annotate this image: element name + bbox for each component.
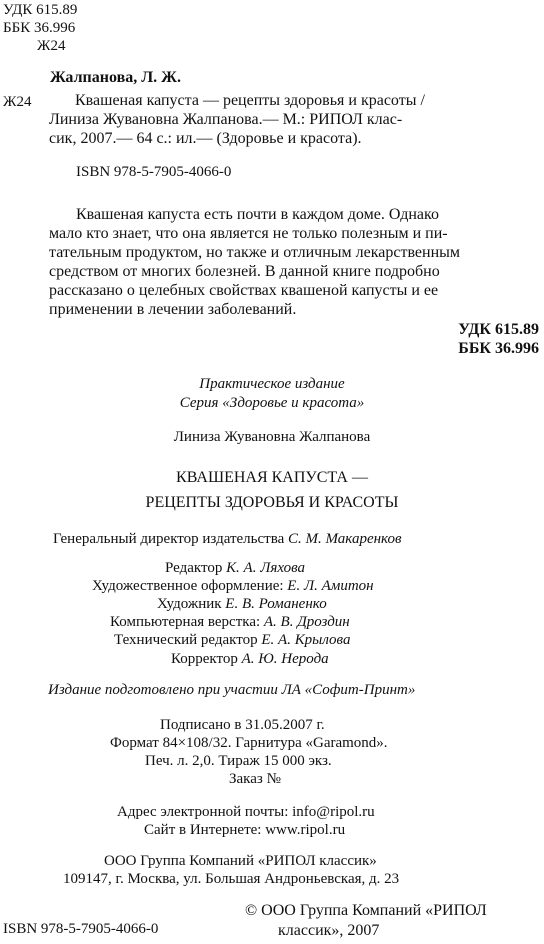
credit-role: Компьютерная верстка: (110, 614, 261, 630)
copyright-line2: классик», 2007 (278, 922, 380, 939)
general-director-label: Генеральный директор издательства (53, 531, 285, 547)
credit-layout (110, 613, 350, 631)
edition-type: Практическое издание (199, 376, 345, 392)
credit-name: Е. В. Романенко (225, 596, 327, 612)
credit-role: Корректор (171, 651, 238, 667)
print-order: Заказ № (229, 771, 281, 787)
email-line: Адрес электронной почты: info@ripol.ru (117, 804, 375, 820)
annotation-line: Квашеная капуста есть почти в каждом доме. Однако (76, 206, 439, 223)
udk-code-top: УДК 615.89 (3, 2, 78, 18)
annotation-bbk: ББК 36.996 (458, 340, 539, 357)
catalog-author: Жалпанова, Л. Ж. (50, 69, 181, 86)
annotation-line: рассказано о целебных свойствах квашеной капусты и ее (49, 282, 439, 299)
bbk-code-top: ББК 36.996 (3, 20, 76, 36)
annotation-line: тательным продуктом, но также и отличным лекарственным (49, 244, 461, 261)
author-full-name: Линиза Жувановна Жалпанова (173, 429, 371, 445)
footer-isbn: ISBN 978-5-7905-4066-0 (3, 921, 159, 937)
print-format: Формат 84×108/32. Гарнитура «Garamond». (110, 735, 388, 751)
credit-role: Технический редактор (114, 632, 258, 648)
credit-role: Художник (157, 596, 222, 612)
prepared-note: Издание подготовлено при участии ЛА «Софит-Принт» (48, 682, 416, 698)
credit-name: Е. Л. Амитон (287, 578, 374, 594)
credit-name: К. А. Ляхова (226, 560, 306, 576)
catalog-line: Квашеная капуста — рецепты здоровья и красоты / (75, 92, 425, 109)
credit-role: Художественное оформление: (92, 578, 284, 594)
print-signed: Подписано в 31.05.2007 г. (160, 717, 325, 733)
catalog-line: Линиза Жувановна Жалпанова.— М.: РИПОЛ клас- (49, 111, 403, 128)
credit-artist (157, 595, 327, 613)
copyright-line1: © ООО Группа Компаний «РИПОЛ (245, 902, 487, 919)
annotation-udk: УДК 615.89 (458, 321, 539, 338)
credit-art-design (92, 577, 374, 595)
catalog-isbn: ISBN 978-5-7905-4066-0 (76, 164, 232, 180)
book-title-line1: КВАШЕНАЯ КАПУСТА — (176, 469, 368, 486)
print-info (0, 716, 544, 788)
credit-name: А. Ю. Нерода (241, 651, 329, 667)
annotation-line: средством от многих болезней. В данной книге подробно (49, 263, 440, 280)
credit-proofreader (171, 650, 329, 668)
book-title-line2: РЕЦЕПТЫ ЗДОРОВЬЯ И КРАСОТЫ (145, 494, 399, 511)
credit-role: Редактор (165, 560, 223, 576)
annotation (49, 205, 539, 319)
catalog-mark: Ж24 (3, 94, 32, 110)
annotation-line: мало кто знает, что она является не только полезным и пи- (49, 225, 448, 242)
annotation-line: применении в лечении заболеваний. (49, 301, 297, 318)
author-mark-top: Ж24 (37, 38, 66, 54)
catalog-description (49, 91, 541, 148)
credit-name: А. В. Дроздин (263, 614, 350, 630)
publisher-address: 109147, г. Москва, ул. Большая Андроньевская, д. 23 (63, 871, 400, 887)
site-line: Сайт в Интернете: www.ripol.ru (144, 822, 346, 838)
credit-tech-editor (114, 631, 350, 649)
credit-editor (165, 559, 305, 577)
print-sheets: Печ. л. 2,0. Тираж 15 000 экз. (145, 753, 332, 769)
general-director-name: С. М. Макаренков (288, 531, 402, 547)
publisher-name: ООО Группа Компаний «РИПОЛ классик» (104, 853, 377, 869)
edition-series: Серия «Здоровье и красота» (179, 395, 365, 411)
general-director (53, 530, 402, 548)
catalog-line: сик, 2007.— 64 с.: ил.— (Здоровье и красота). (49, 130, 362, 147)
credit-name: Е. А. Крылова (261, 632, 351, 648)
